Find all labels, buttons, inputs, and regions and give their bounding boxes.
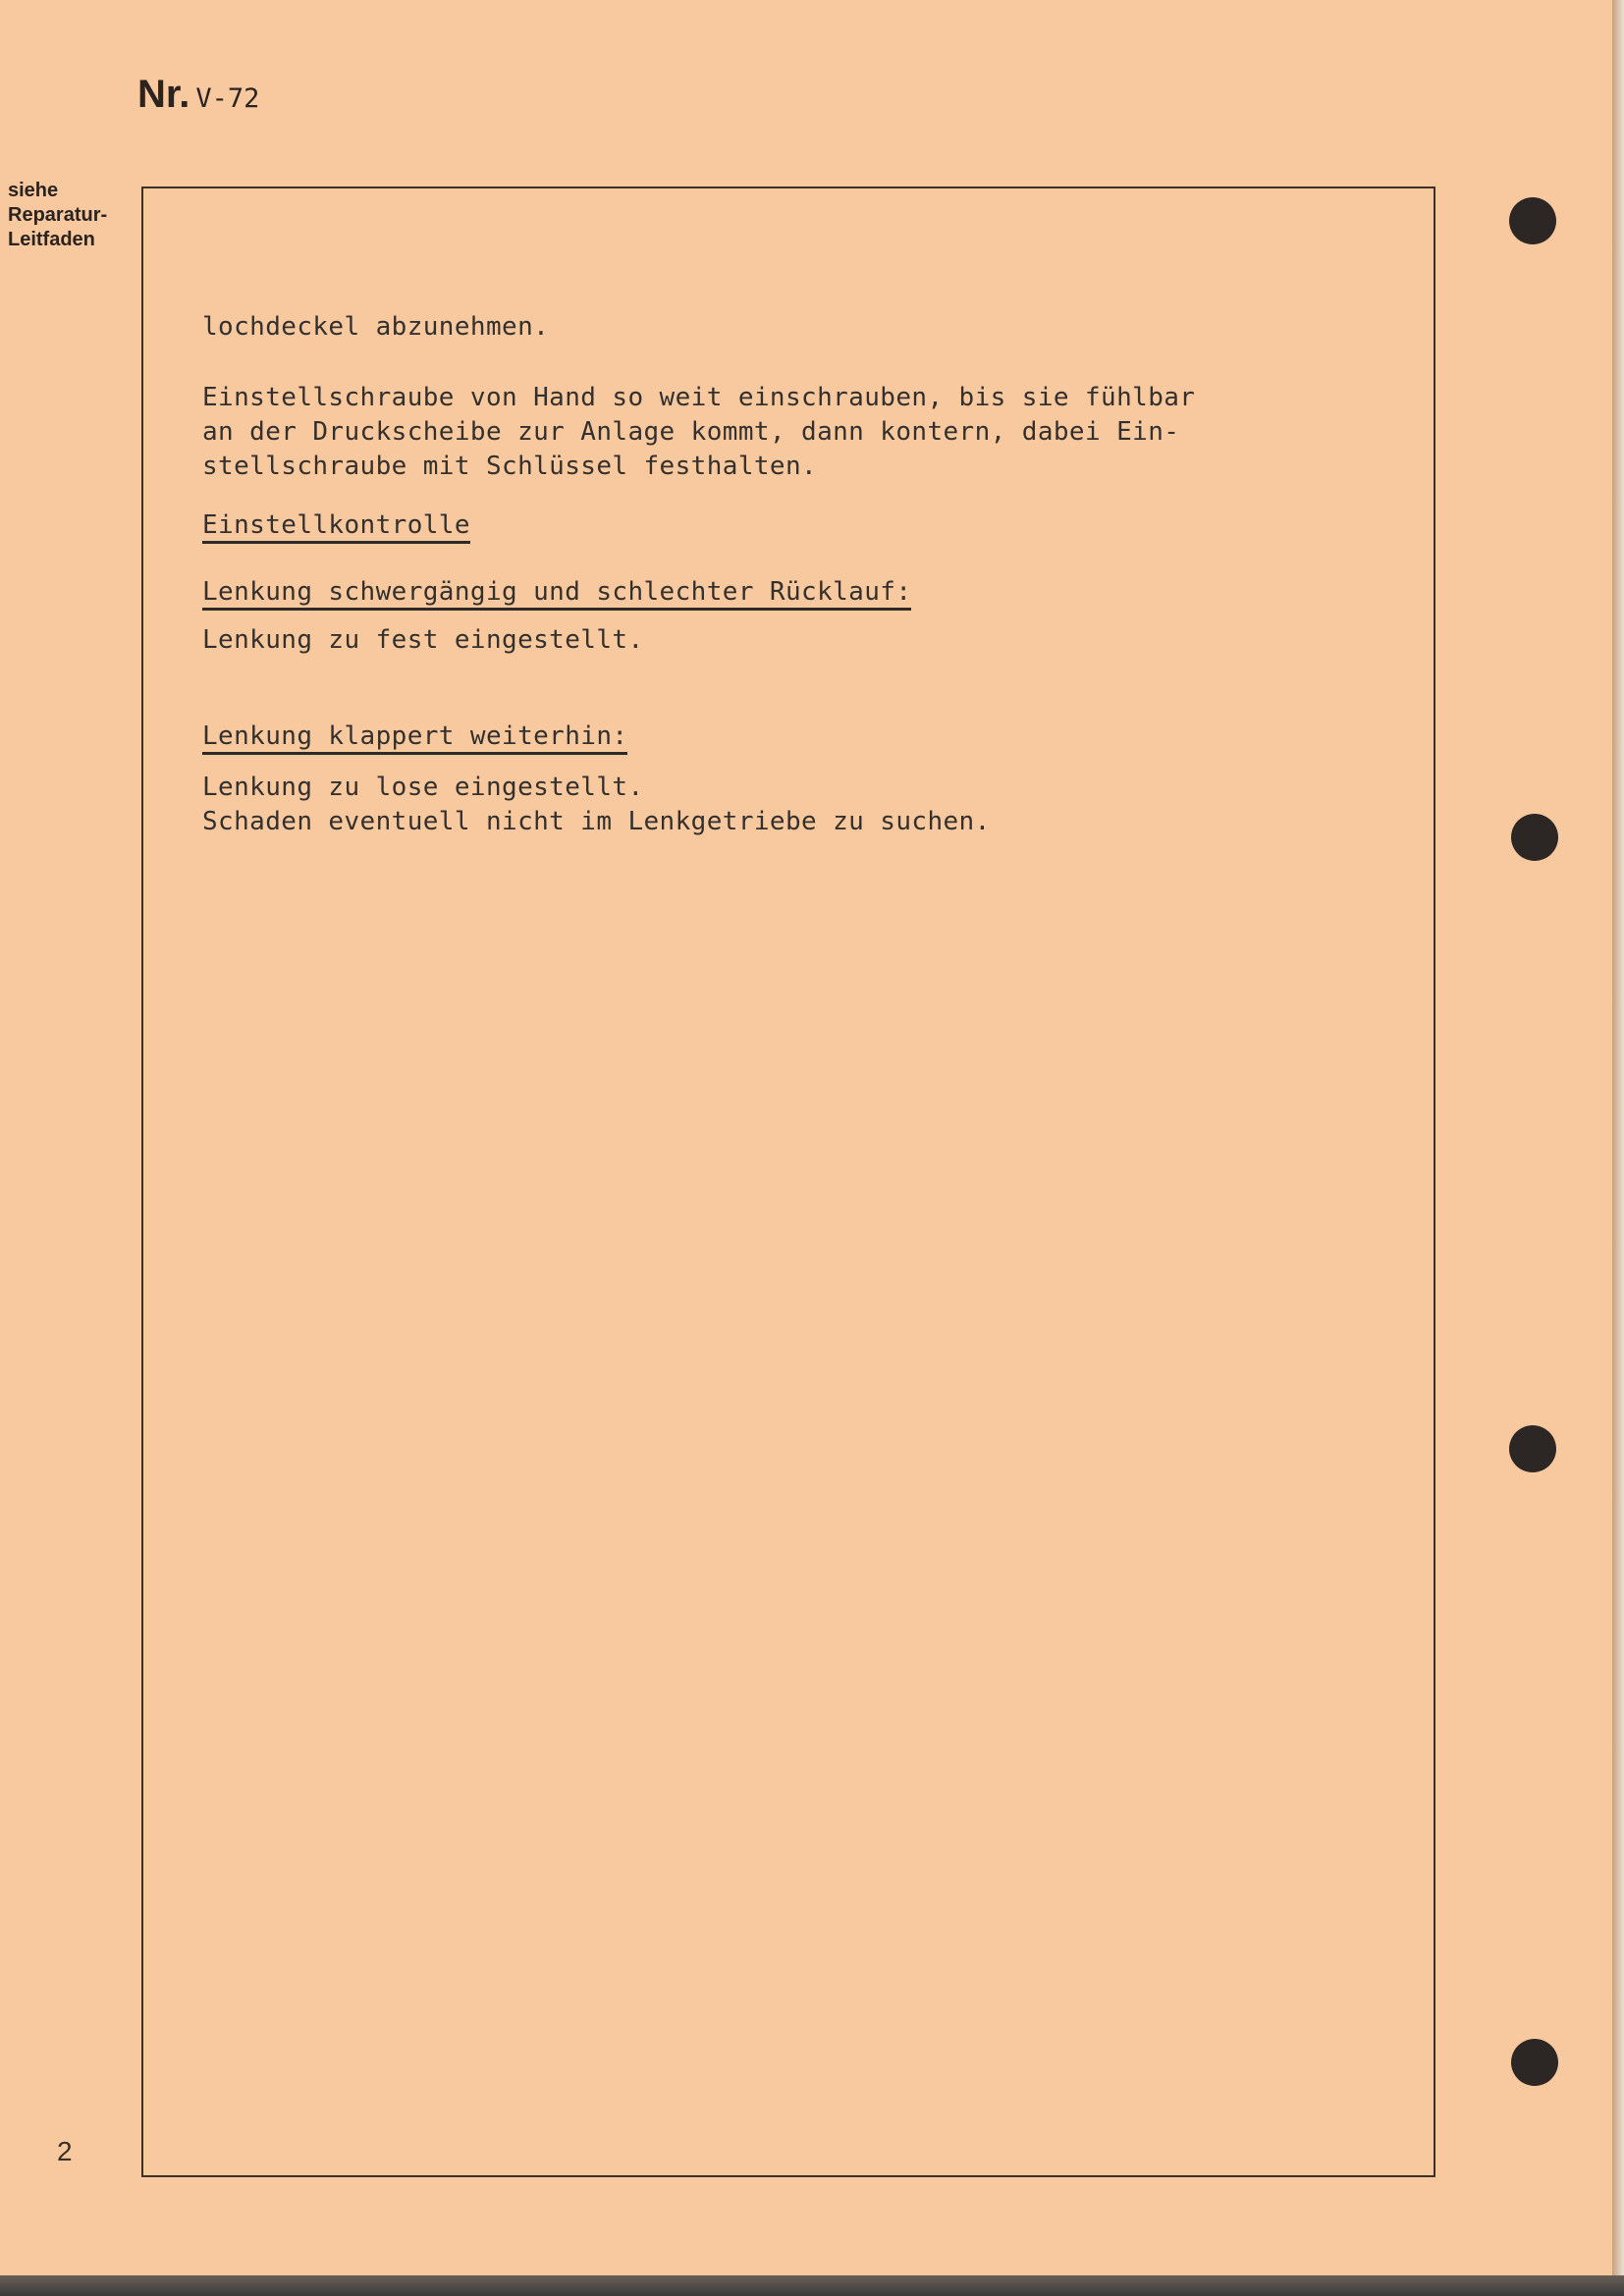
text-line: Lenkung zu fest eingestellt. bbox=[202, 625, 644, 655]
punch-hole bbox=[1509, 197, 1556, 244]
punch-hole bbox=[1511, 2039, 1558, 2086]
paragraph-line: an der Druckscheibe zur Anlage kommt, dann kontern, dabei Ein- bbox=[202, 417, 1180, 447]
punch-hole bbox=[1511, 814, 1558, 861]
section-heading: Lenkung schwergängig und schlechter Rücklauf: bbox=[202, 577, 911, 611]
document-number-value: V-72 bbox=[195, 83, 260, 114]
paragraph-line: stellschraube mit Schlüssel festhalten. bbox=[202, 452, 818, 481]
text-line: Schaden eventuell nicht im Lenkgetriebe zu suchen. bbox=[202, 807, 991, 836]
text-line: lochdeckel abzunehmen. bbox=[202, 312, 550, 342]
margin-note-line: Leitfaden bbox=[8, 229, 95, 250]
text-line: Lenkung zu lose eingestellt. bbox=[202, 773, 644, 802]
punch-hole bbox=[1509, 1425, 1556, 1472]
page-number: 2 bbox=[57, 2136, 73, 2166]
page-edge-shadow bbox=[1612, 0, 1624, 2296]
margin-note-line: siehe bbox=[8, 180, 59, 201]
content-frame bbox=[141, 187, 1435, 2177]
margin-reference-note bbox=[8, 179, 107, 252]
section-heading: Lenkung klappert weiterhin: bbox=[202, 721, 627, 755]
document-number bbox=[137, 73, 259, 117]
section-heading: Einstellkontrolle bbox=[202, 510, 470, 544]
paragraph-line: Einstellschraube von Hand so weit einschrauben, bis sie fühlbar bbox=[202, 383, 1196, 412]
page-bottom-shadow bbox=[0, 2275, 1624, 2296]
margin-note-line: Reparatur- bbox=[8, 204, 108, 226]
document-number-label: Nr. bbox=[137, 73, 190, 116]
